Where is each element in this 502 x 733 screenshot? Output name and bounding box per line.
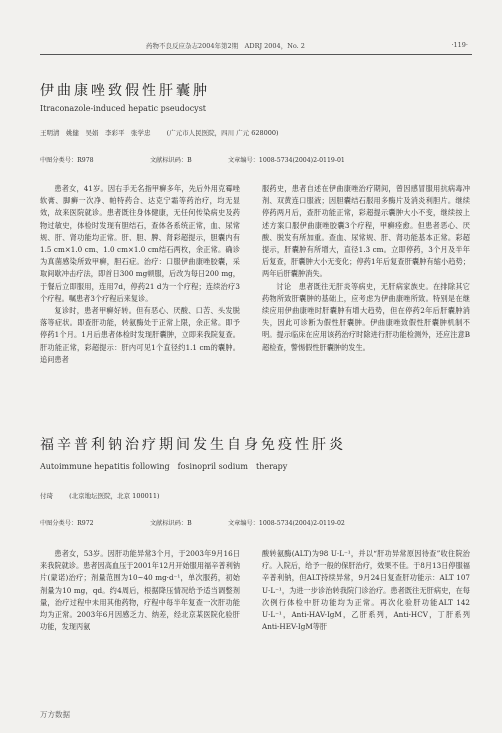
article-1-article-id: 文章编号：1008-5734(2004)2-0119-01 [228,157,345,164]
article-2-clc: 中图分类号：R972 [40,520,94,527]
article-2-col-right [262,548,470,696]
article-2-author-names: 付琦 [40,492,53,500]
article-1-title-en: Itraconazole-induced hepatic pseudocyst [40,104,207,113]
article-1-discussion: 讨论 患者既往无肝炎等病史，无肝病家族史。在排除其它药物所致肝囊肿的基础上，应考虑为伊曲康唑所致。特别是在继续应用伊曲康唑时肝囊肿有增大趋势，但在停药2年后肝囊肿消失，因此可诊断为假性肝囊肿。伊曲康唑致假性肝囊肿机制不明。提示临床在应用该药治疗时除进行肝功能检测外，还应注意B超检查，警惕假性肝囊肿的发生。 [262,281,470,352]
article-2-doc-code: 文献标识码：B [150,520,192,527]
page-number: ·119· [451,41,468,49]
article-2-col-left [40,548,240,696]
article-1-doc-code: 文献标识码：B [150,157,192,164]
header-rule [40,54,472,55]
article-1-col-left [40,183,240,417]
article-1-affiliation: (广元市人民医院，四川 广元 628000) [166,129,279,137]
article-1-col-right [262,183,470,417]
wanfang-watermark: 万方数据 [40,710,70,719]
article-1-clc: 中图分类号：R978 [40,157,94,164]
article-1-para-2: 复诊时，患者甲癣好转。但有恶心、厌酸、口苦、头发脱落等症状。即查肝功能，转氨酶处于正常上限，余正常。即予停药1个月。1月后患者体检时发现肝囊肿，立即来我院复查。肝功能正常，彩超提示：肝内可见1个直径约1.1 cm的囊肿。追问患者 [40,306,240,364]
article-2-para-1: 患者女，53岁。因肝功能异常3个月，于2003年9月16日来我院就诊。患者因高血压于2001年12月开始服用福辛普利钠片(蒙诺)治疗；剂量范围为10~40 mg·d⁻¹，单次服药，初始剂量为10 mg，qd。约4周后，根据降压情况给予适当调整剂量，治疗过程中未用其他药物，疗程中每半年复查一次肝功能均为正常。2003年6月因感乏力、纳差，经北京某医院化验肝功能，发现丙氨 [40,549,240,632]
article-1-author-names: 王明清 姚健 吴娟 李彩平 张学忠 [40,129,151,137]
journal-line: 药物不良反应杂志2004年第2期 ADRJ 2004，No. 2 [146,42,305,50]
article-2-para-2: 酸转氨酶(ALT)为98 U·L⁻¹，并以“肝功异常原因待查”收住院治疗。入院后，给予一般的保肝治疗，效果不佳。于8月13日停服福辛普利钠，但ALT持续异常，9月24日复查肝功能示：ALT 107 U·L⁻¹，为进一步诊治转我院门诊治疗。患者既往无肝病史，在每次例行体检中肝功能均为正常。再次化验肝功能ALT 142 U·L⁻¹，Anti-HAV-IgM，乙肝系列，Anti-HCV，丁肝系列Anti-HEV-IgM等肝 [262,549,470,632]
running-head [40,41,470,53]
article-1-title: 伊曲康唑致假性肝囊肿 [40,83,210,99]
article-2-authors [40,491,160,500]
article-2-affiliation: (北京地坛医院，北京 100011) [69,492,160,500]
article-1-para-3: 服药史，患者自述在伊曲康唑治疗期间，曾因感冒服用抗病毒冲剂、双黄连口服液；因胆囊结石服用多酶片及消炎利胆片。继续停药两月后，查肝功能正常，彩超提示囊肿大小不变，继续按上述方案口服伊曲康唑胶囊3个疗程，甲癣痊愈。但患者恶心、厌酸、脱发有所加重。查血、尿常规、肝、肾功能基本正常。彩超提示，肝囊肿有所增大，直径1.3 cm。立即停药，3个月及半年后复查，肝囊肿大小无变化；停药1年后复查肝囊肿有缩小趋势；两年后肝囊肿消失。 [262,184,470,279]
article-1-para-1: 患者女，41岁。因右手无名指甲癣多年，先后外用克霉唑软膏、脚癣一次净、帕特药合、达克宁霜等药治疗，均无显效，故来医院就诊。患者既往身体健康，无任何传染病史及药物过敏史，体检时发现有胆结石，查体各系统正常，血、尿常规、肝、肾功能均正常。肝、胆、脾、肾彩超提示，胆囊内有1.5 cm×1.0 cm、1.0 cm×1.0 cm结石两枚，余正常。确诊为真菌感染所致甲癣，胆石症。治疗：口服伊曲康唑胶囊，采取间歇冲击疗法，即首日300 mg顿服，后改为每日200 mg，于餐后立即服用，连用7d，停药21 d为一个疗程；连续治疗3个疗程。嘱患者3个疗程后来复诊。 [40,184,240,303]
article-2-title: 福辛普利钠治疗期间发生自身免疫性肝炎 [40,437,346,453]
article-2-article-id: 文章编号：1008-5734(2004)2-0119-02 [228,520,345,527]
article-2-title-en: Autoimmune hepatitis following fosinopril sodium therapy [40,462,288,471]
article-1-authors [40,128,279,137]
